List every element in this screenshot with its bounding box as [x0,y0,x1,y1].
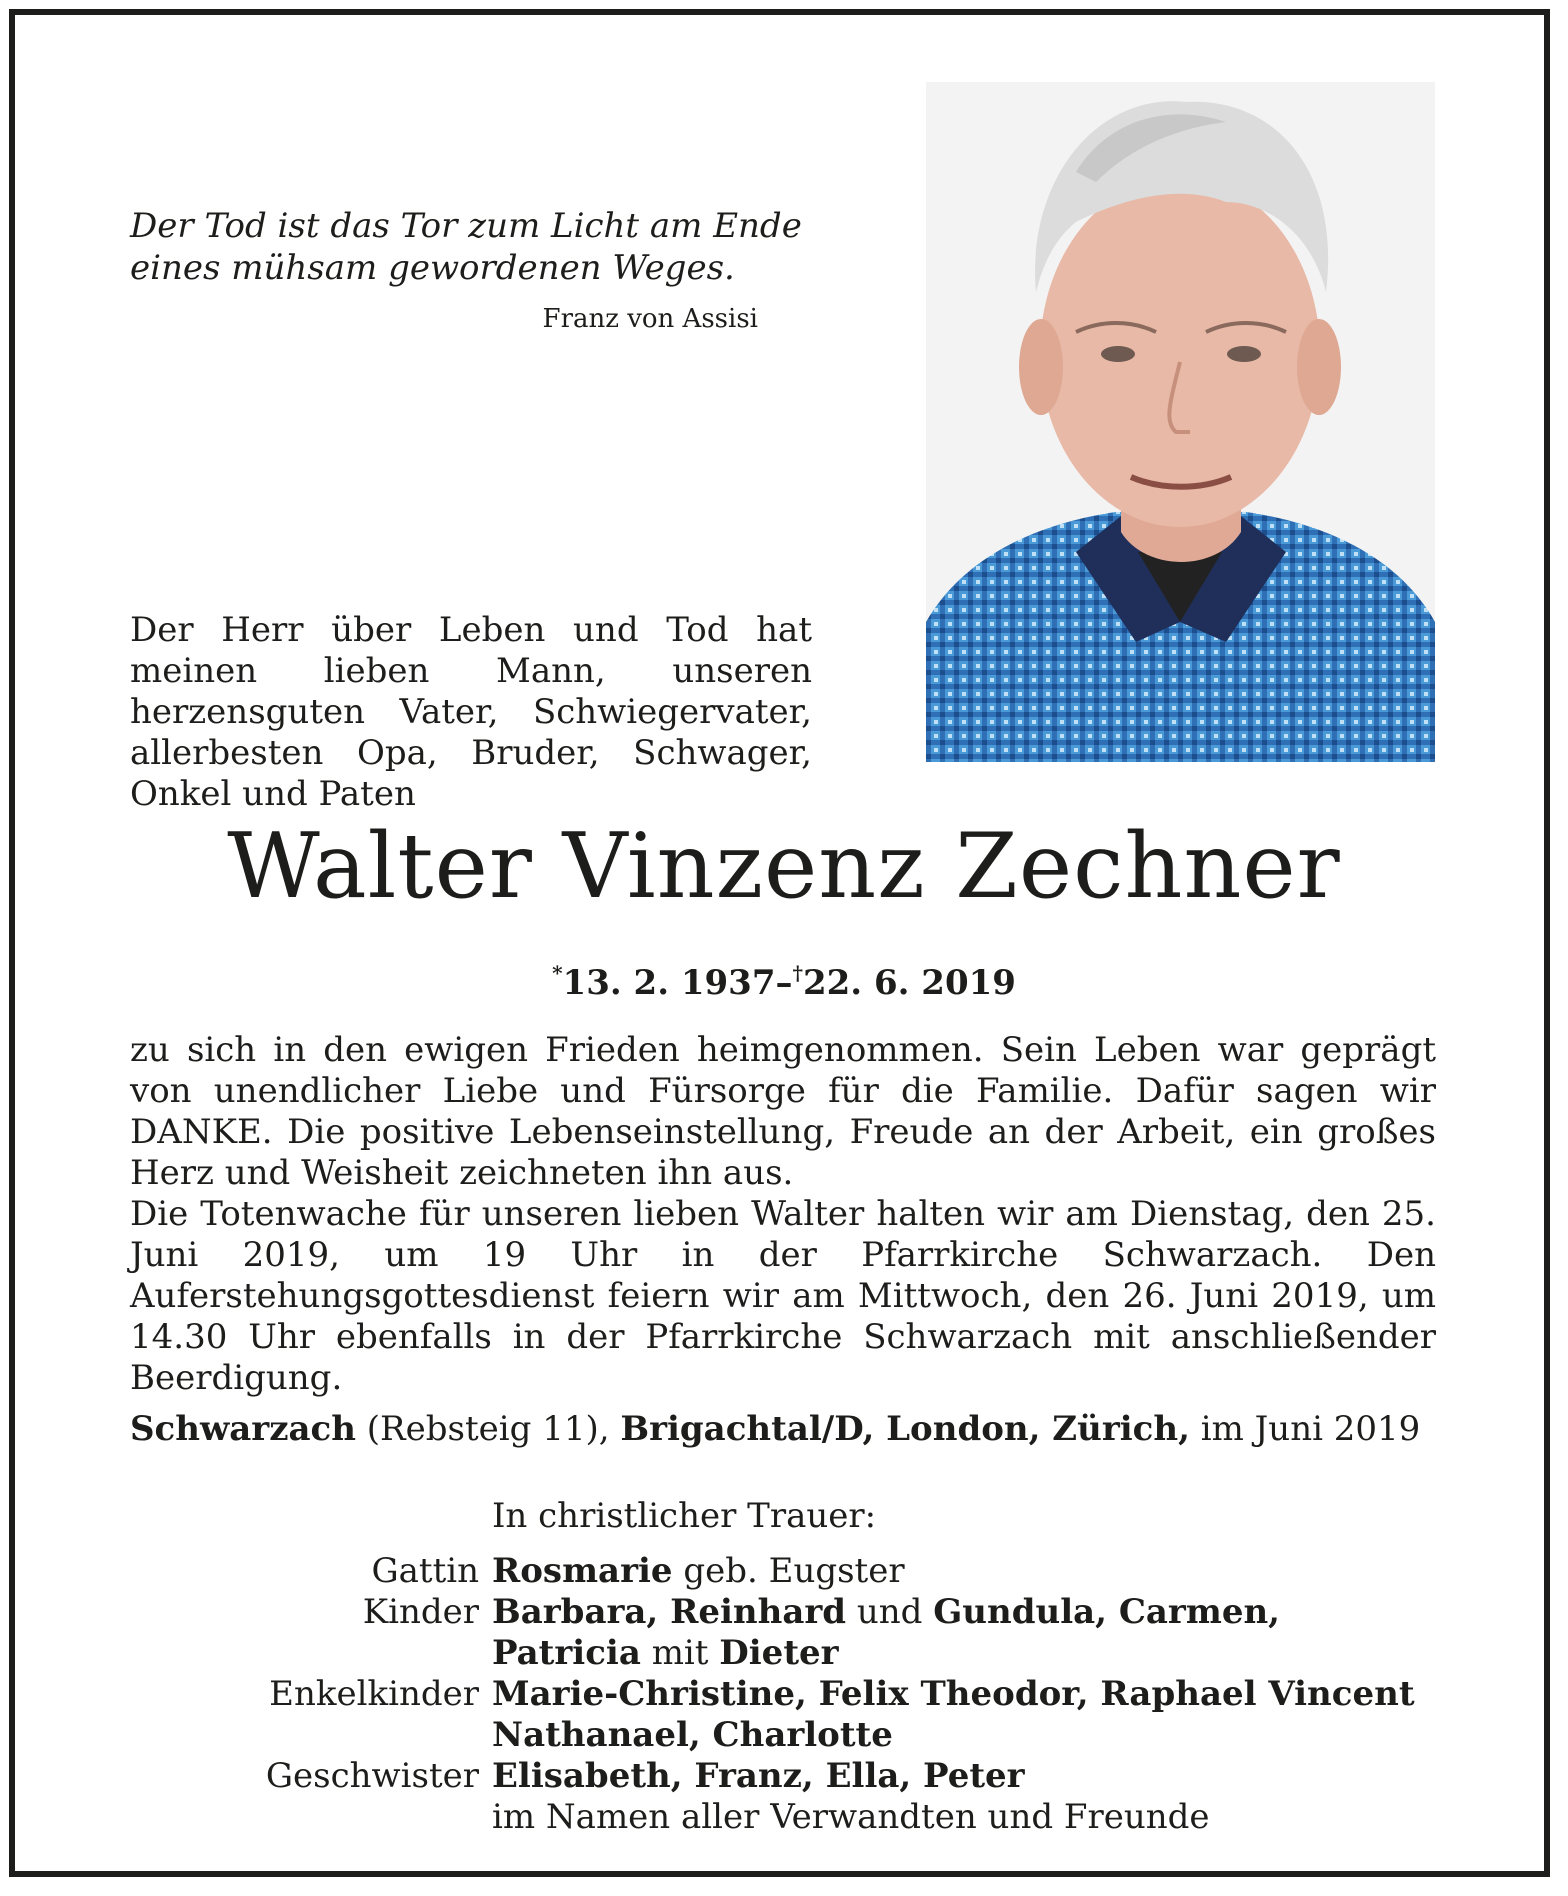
body-paragraph-1: zu sich in den ewigen Frieden heimgenommen. Sein Leben war geprägt von unendlicher Liebe und Fürsorge für die Familie. Dafür sagen wir DANKE. Die positive Lebenseinstellung, Freude an der Arbeit, ein großes Herz und Weisheit zeichneten ihn aus. [130,1030,1436,1193]
closing-line: im Namen aller Verwandten und Freunde [492,1797,1210,1837]
quote-line-2: eines mühsam gewordenen Weges. [130,248,735,288]
conjunction: und [856,1592,923,1632]
born-symbol: * [552,961,563,985]
children-names: Patricia [492,1633,641,1673]
relation-names [492,1633,839,1674]
relation-label: Kinder [362,1592,479,1632]
relation-names [492,1715,893,1756]
body-paragraph-2: Die Totenwache für unseren lieben Walter halten wir am Dienstag, den 25. Juni 2019, um 19 Uhr in der Pfarrkirche Schwarzach. Den Auferstehungsgottesdienst feiern wir am Mittwoch, den 26. Juni 2019, um 14.30 Uhr ebenfalls in der Pfarrkirche Schwarzach mit anschließender Beerdigung. [130,1194,1436,1398]
deceased-name: Walter Vinzenz Zechner [227,814,1341,919]
portrait-photo [926,82,1435,762]
grandchildren-names: Marie-Christine, Felix Theodor, Raphael Vincent [492,1674,1415,1714]
place-others: Brigachtal/D, London, Zürich, [620,1409,1190,1449]
conjunction: mit [651,1633,709,1673]
mourners-intro: In christlicher Trauer: [492,1496,877,1536]
birth-date: 13. 2. 1937 [562,963,776,1003]
relation-label: Geschwister [265,1756,479,1796]
death-date: 22. 6. 2019 [802,963,1016,1003]
quote-author: Franz von Assisi [542,304,758,334]
relation-label: Enkelkinder [269,1674,479,1714]
spouse-name: Rosmarie [492,1551,673,1591]
died-symbol: † [792,961,803,985]
life-dates [0,952,1568,1004]
quote-line-1: Der Tod ist das Tor zum Licht am Ende [130,206,802,246]
grandchildren-names: Nathanael, Charlotte [492,1715,893,1755]
place-address: (Rebsteig 11), [366,1409,610,1449]
relation-names [492,1592,1280,1633]
relation-names [492,1756,1025,1797]
children-names: Gundula, Carmen, [933,1592,1281,1632]
quote [130,205,802,289]
relation-label: Gattin [371,1551,479,1591]
date-separator: – [775,963,793,1003]
place-town: Schwarzach [130,1409,356,1449]
children-names: Dieter [719,1633,839,1673]
intro-text: Der Herr über Leben und Tod hat meinen lieben Mann, unseren herzensguten Vater, Schwiegervater, allerbesten Opa, Bruder, Schwager, Onkel und Paten [130,610,812,814]
relation-names [492,1674,1415,1715]
spouse-maiden-name: geb. Eugster [683,1551,905,1591]
children-names: Barbara, Reinhard [492,1592,847,1632]
place-date-line [130,1408,1436,1450]
siblings-names: Elisabeth, Franz, Ella, Peter [492,1756,1025,1796]
relation-names [492,1551,905,1592]
obituary-body [130,1030,1436,1399]
place-date: im Juni 2019 [1200,1409,1421,1449]
